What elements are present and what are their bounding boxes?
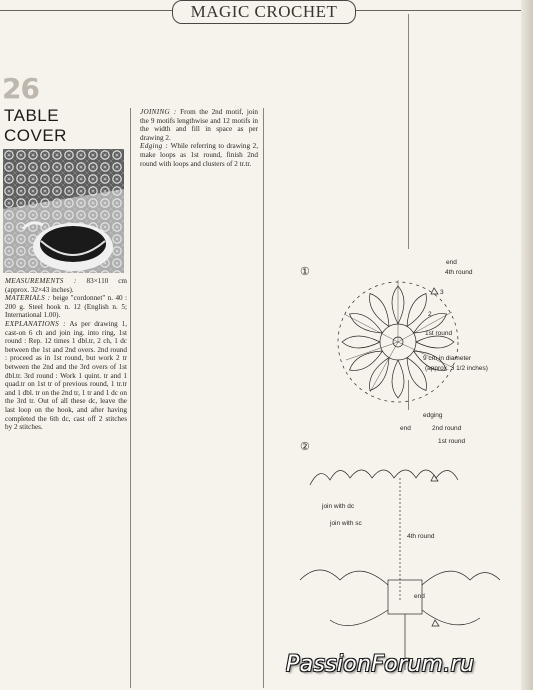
measurements-paragraph: [5, 277, 127, 294]
crochet-diagram: [270, 240, 520, 680]
join-arc-bottom-left: [330, 610, 388, 626]
materials-paragraph: [5, 294, 127, 320]
motif-diagram-2: [300, 470, 500, 670]
photo-illustration: [3, 149, 124, 273]
d1-diameter-inches-label: (approx. 3 1/2 inches): [425, 365, 488, 372]
forum-watermark: PassionForum.ru: [286, 652, 475, 677]
d1-end-label: end: [446, 259, 457, 266]
d1-4th-round-label: 4th round: [445, 269, 473, 276]
edging-label: Edging :: [140, 142, 169, 151]
instructions-column-1: [5, 277, 127, 432]
explanations-label: EXPLANATIONS :: [5, 319, 66, 328]
d1-1st-round-label: 1st round: [425, 330, 453, 337]
d2-edging-label: edging: [423, 412, 443, 419]
d1-round-2-label: 2: [428, 311, 432, 318]
title-line-2: COVER: [4, 126, 67, 145]
d1-arrow-marker: [431, 288, 438, 294]
measurements-text: 83×110 cm (approx. 32×43 inches).: [5, 277, 127, 294]
d2-end-label-bottom: end: [414, 593, 425, 600]
d2-arrow-marker-top: [431, 475, 438, 481]
d2-2nd-round-label: 2nd round: [432, 425, 462, 432]
table-cover-photo: [3, 149, 124, 273]
d2-4th-round-label: 4th round: [407, 533, 435, 540]
diagram-guide-top: [408, 14, 409, 249]
joining-text: From the 2nd motif, join the 9 motifs lengthwise and 12 motifs in the width and fill in space as per drawing 2.: [140, 108, 259, 142]
d1-diameter-label: 9 cm in diameter: [423, 355, 472, 362]
d2-join-sc-label: join with sc: [330, 520, 362, 527]
pattern-number: 26: [2, 72, 39, 105]
magazine-title: MAGIC CROCHET: [172, 0, 356, 24]
materials-text: beige "cordonnet" n. 40 : 200 g. Steel hook n. 12 (English n. 5; International 1.00).: [5, 294, 128, 320]
diagram-2-marker: ②: [300, 441, 310, 453]
column-divider-left: [130, 108, 131, 688]
measurements-label: MEASUREMENTS :: [5, 277, 77, 285]
motif-diagram-1: [338, 280, 458, 402]
diagram-1-marker: ①: [300, 266, 310, 278]
join-arc-right: [422, 571, 500, 585]
instructions-column-2: [140, 108, 258, 168]
page-spine: [521, 0, 533, 690]
join-arc-left: [300, 570, 388, 585]
edging-text: While referring to drawing 2, make loops as 1st round, finish 2nd round with loops and clusters of 2 tr.tr.: [140, 142, 259, 168]
join-arc-bottom-right: [422, 610, 480, 625]
column-divider-mid: [263, 108, 264, 688]
materials-label: MATERIALS :: [5, 294, 51, 303]
d2-end-label: end: [400, 425, 411, 432]
d2-join-dc-label: join with dc: [322, 503, 355, 510]
title-line-1: TABLE: [4, 106, 60, 125]
joining-paragraph: [140, 108, 258, 142]
d2-1st-round-label: 1st round: [438, 438, 466, 445]
joining-label: JOINING :: [140, 108, 177, 116]
explanations-text: As per drawing 1, cast-on 6 ch and join ing. into ring, 1st round : Rep. 12 times 1 dbl.tr, 2 ch, 1 dc between the 1st and 2nd overs. 2nd round : proceed as in 1st round, but work 2 tr between the 2nd and the 3rd overs of 1st dbl.tr. 3rd round : Work 1 quint. tr and 1 quad.tr on 1st tr of previous round, 1 tr.tr and 1 dbl. tr on the 2nd tr, 1 tr and 1 dc on the 3rd tr. Out of all these dc, leave the last loop on the hook, and after having completed the 6th dc, cast off 2 stitches by 2 stitches.: [5, 319, 127, 432]
edging-paragraph: [140, 142, 258, 168]
explanations-paragraph: [5, 320, 127, 432]
d2-arrow-marker-bottom: [432, 620, 439, 626]
d1-round-3-label: 3: [440, 289, 444, 296]
pattern-title: [4, 106, 67, 146]
